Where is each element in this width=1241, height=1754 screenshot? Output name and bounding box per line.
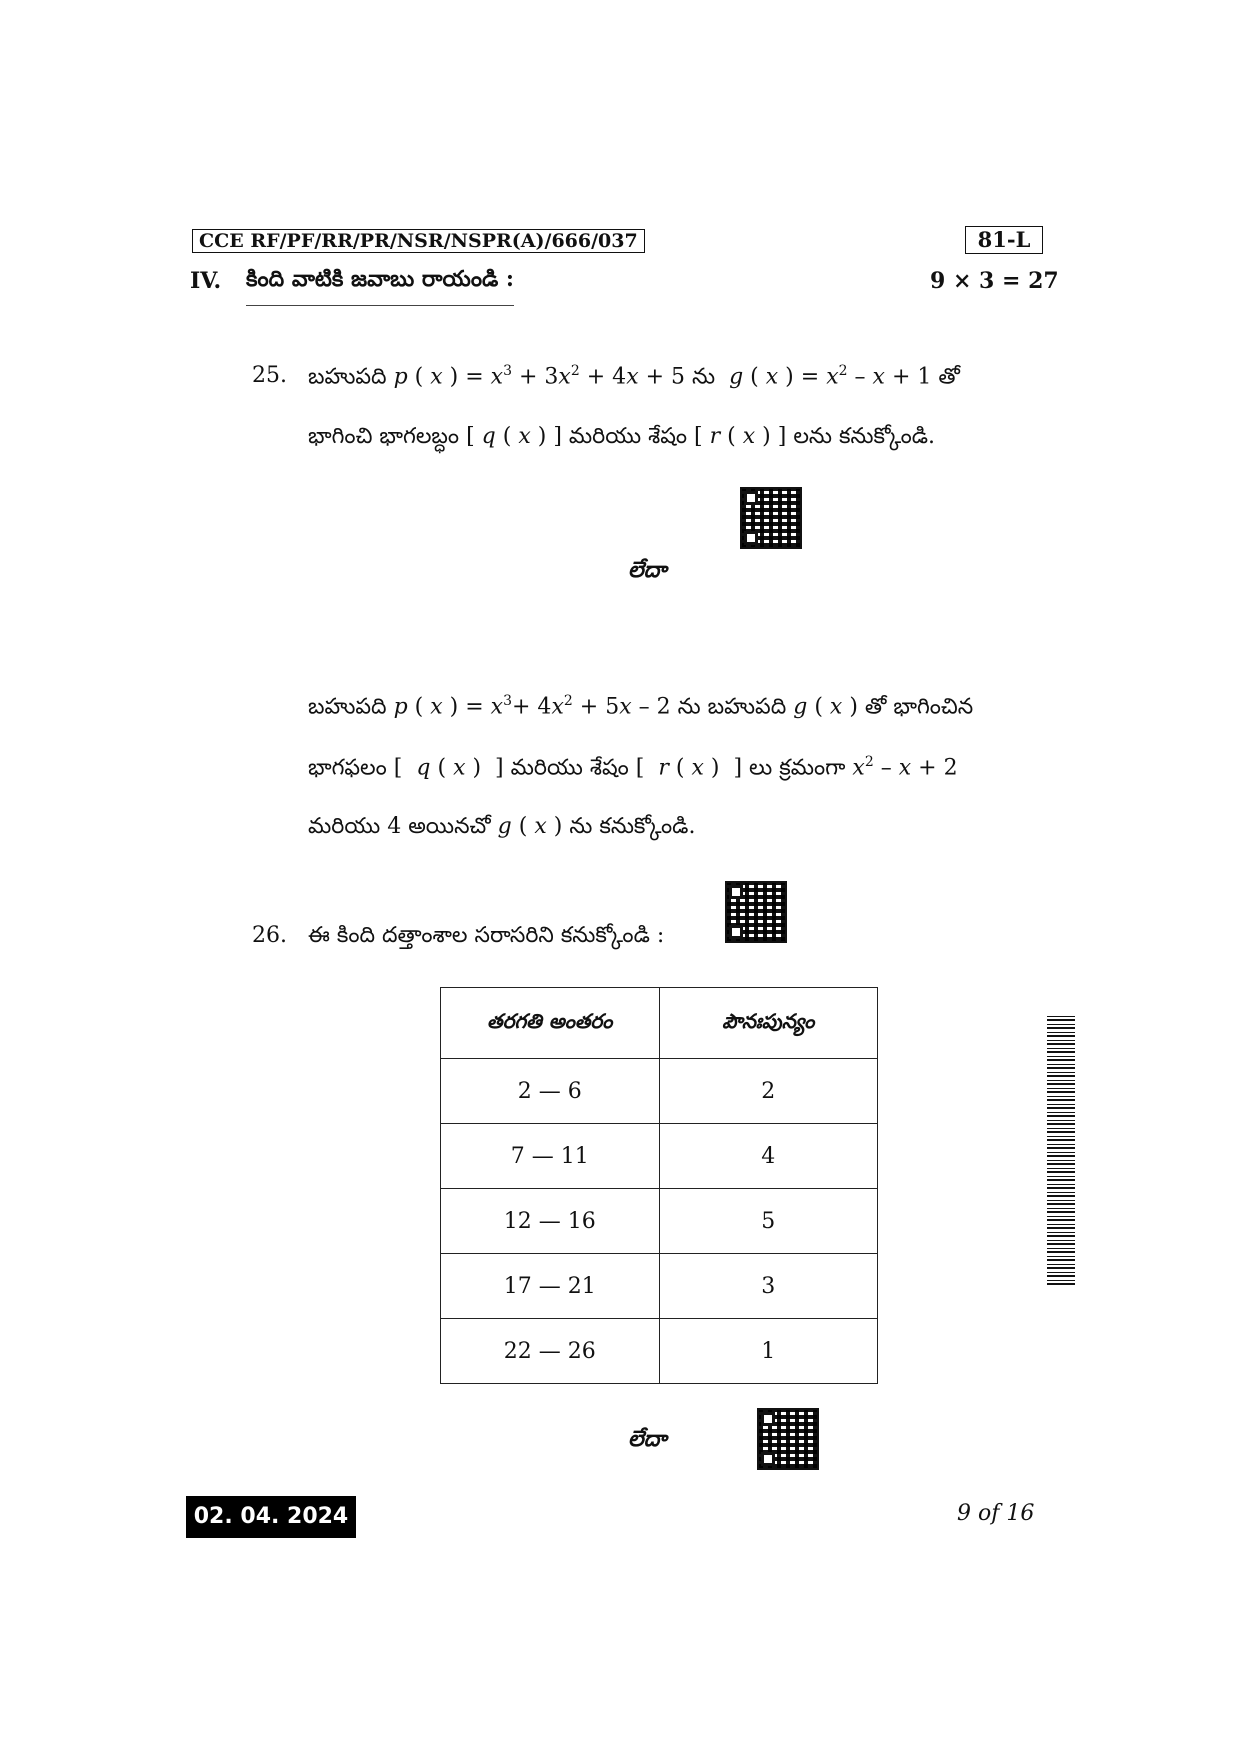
- q25-alt-text: బహుపది: [308, 694, 387, 720]
- q25-text: ] మరియు శేషం [: [553, 424, 703, 449]
- q25-alt-text: ] మరియు శేషం [: [495, 755, 645, 781]
- q25-text: బహుపది: [308, 364, 387, 390]
- exam-date: 02. 04. 2024: [186, 1496, 356, 1538]
- table-header: పౌనఃపున్యం: [659, 988, 878, 1059]
- barcode-icon: [1047, 1013, 1075, 1285]
- frequency: 2: [659, 1059, 878, 1124]
- section-marks: 9 × 3 = 27: [930, 268, 1059, 294]
- table-row: [441, 1254, 878, 1319]
- frequency: 1: [659, 1319, 878, 1384]
- class-interval: 12 — 16: [441, 1189, 660, 1254]
- frequency-table: [440, 987, 878, 1384]
- frequency: 5: [659, 1189, 878, 1254]
- q26-text: ఈ కింది దత్తాంశాల సరాసరిని కనుక్కోండి :: [308, 923, 665, 948]
- q25-alt-text: తో భాగించిన: [864, 694, 974, 720]
- q25-alt-text: ను కనుక్కోండి.: [569, 814, 696, 839]
- q25-text: భాగించి భాగలబ్ధం [: [308, 424, 475, 449]
- table-row: [441, 1059, 878, 1124]
- q25-alt-line-2: భాగఫలం [ q ( x ) ] మరియు శేషం [ r ( x ) ] లు క్రమంగా $x^2 - x + 2$: [308, 754, 958, 781]
- table-row: [441, 1319, 878, 1384]
- q25-alt-text: భాగఫలం [: [308, 755, 403, 781]
- q25-line-1: బహుపది p ( x ) = $x^3 + 3x^2 + 4x + 5$ ను g ( x ) = $x^2 - x + 1$ తో: [308, 363, 960, 390]
- page-number: 9 of 16: [957, 1501, 1035, 1526]
- frequency: 4: [659, 1124, 878, 1189]
- q25-alt-line-1: బహుపది p ( x ) = $x^3+ 4x^2 + 5x - 2$ ను బహుపది g ( x ) తో భాగించిన: [308, 693, 974, 720]
- or-label: లేదా: [628, 1426, 667, 1452]
- q25-text: తో: [938, 364, 960, 390]
- table-header: తరగతి అంతరం: [441, 988, 660, 1059]
- qr-code-icon: [740, 487, 802, 549]
- table-row: [441, 1124, 878, 1189]
- q25-alt-text: ను బహుపది: [677, 694, 787, 720]
- q25-text: ను: [692, 364, 716, 390]
- exam-code: CCE RF/PF/RR/PR/NSR/NSPR(A)/666/037: [192, 229, 645, 253]
- q25-alt-text: మరియు 4 అయినచో: [308, 814, 491, 839]
- q25-text: ] లను కనుక్కోండి.: [777, 424, 936, 449]
- table-row: [441, 1189, 878, 1254]
- question-number: 26.: [252, 923, 287, 948]
- class-interval: 7 — 11: [441, 1124, 660, 1189]
- question-number: 25.: [252, 363, 287, 388]
- qr-code-icon: [725, 881, 787, 943]
- qr-code-icon: [757, 1408, 819, 1470]
- q25-line-2: భాగించి భాగలబ్ధం [ q ( x ) ] మరియు శేషం [ r ( x ) ] లను కనుక్కోండి.: [308, 424, 936, 449]
- class-interval: 22 — 26: [441, 1319, 660, 1384]
- q25-alt-line-3: మరియు 4 అయినచో g ( x ) ను కనుక్కోండి.: [308, 814, 696, 839]
- class-interval: 2 — 6: [441, 1059, 660, 1124]
- or-label: లేదా: [628, 557, 667, 583]
- q25-alt-text: ] లు క్రమంగా: [733, 755, 846, 781]
- class-interval: 17 — 21: [441, 1254, 660, 1319]
- frequency: 3: [659, 1254, 878, 1319]
- section-title: కింది వాటికి జవాబు రాయండి :: [246, 266, 514, 306]
- section-number: IV.: [190, 268, 222, 294]
- paper-code: 81-L: [965, 226, 1043, 254]
